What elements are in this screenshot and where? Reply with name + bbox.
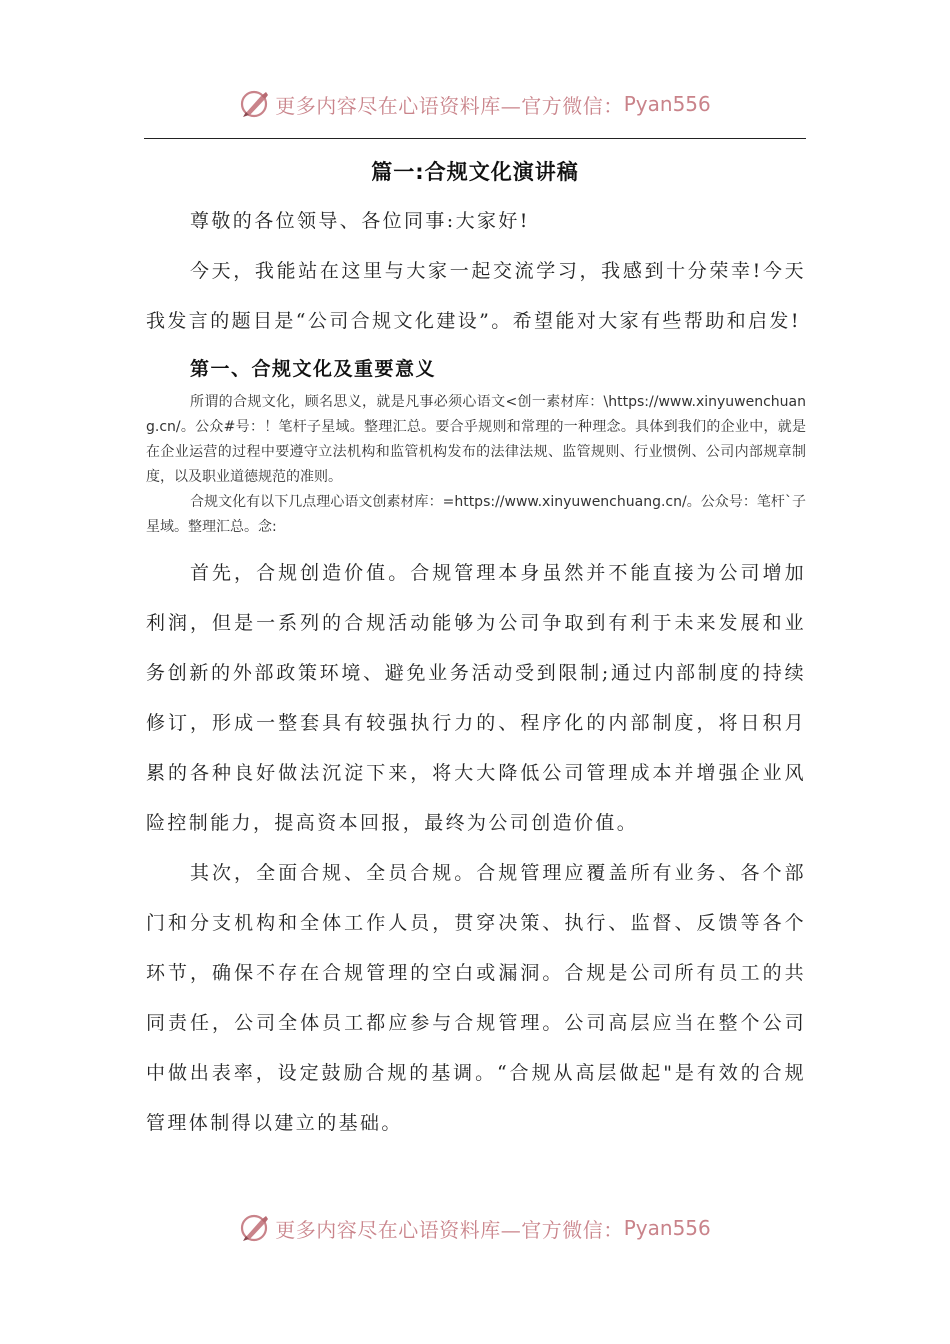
intro-paragraph: 今天，我能站在这里与大家一起交流学习，我感到十分荣幸!今天我发言的题目是“公司合规文化建设”。希望能对大家有些帮助和启发! (146, 260, 806, 332)
banner-text: 更多内容尽在心语资料库—官方微信： (275, 93, 624, 118)
points-intro-paragraph: 合规文化有以下几点理心语文创素材库：=https://www.xinyuwenchuang.cn/。公众号：笔杆`子星域。整理汇总。念: (146, 494, 806, 535)
banner-wechat-id: Pyan556 (623, 92, 711, 116)
header-divider (144, 138, 806, 139)
pen-logo-icon (239, 1212, 271, 1244)
first-point-paragraph: 首先，合规创造价值。合规管理本身虽然并不能直接为公司增加利润，但是一系列的合规活动能够为公司争取到有利于未来发展和业务创新的外部政策环境、避免业务活动受到限制;通过内部制度的持续修订，形成一整套具有较强执行力的、程序化的内部制度，将日积月累的各种良好做法沉淀下来，将大大降低公司管理成本并增强企业风险控制能力，提高资本回报，最终为公司创造价值。 (146, 562, 806, 834)
footer-banner-wechat-id: Pyan556 (623, 1216, 711, 1240)
definition-paragraph: 所谓的合规文化，顾名思义，就是凡事必须心语文<创一素材库：\https://www.xinyuwenchuang.cn/。公众#号：！笔杆子星域。整理汇总。要合乎规则和常理的一种理念。具体到我们的企业中，就是在企业运营的过程中要遵守立法机构和监管机构发布的法律法规、监管规则、行业惯例、公司内部规章制度，以及职业道德规范的准则。 (146, 394, 806, 485)
greeting-paragraph: 尊敬的各位领导、各位同事:大家好! (190, 210, 530, 232)
header-banner (0, 86, 950, 122)
section-heading: 第一、合规文化及重要意义 (190, 358, 437, 380)
page-title: 篇一:合规文化演讲稿 (371, 160, 579, 184)
second-point-paragraph: 其次，全面合规、全员合规。合规管理应覆盖所有业务、各个部门和分支机构和全体工作人员，贯穿决策、执行、监督、反馈等各个环节，确保不存在合规管理的空白或漏洞。合规是公司所有员工的共同责任，公司全体员工都应参与合规管理。公司高层应当在整个公司中做出表率，设定鼓励合规的基调。“合规从高层做起"是有效的合规管理体制得以建立的基础。 (146, 862, 806, 1134)
document-body (146, 196, 806, 1148)
footer-banner (0, 1210, 950, 1246)
footer-banner-text: 更多内容尽在心语资料库—官方微信： (275, 1217, 624, 1242)
pen-logo-icon (239, 88, 271, 120)
